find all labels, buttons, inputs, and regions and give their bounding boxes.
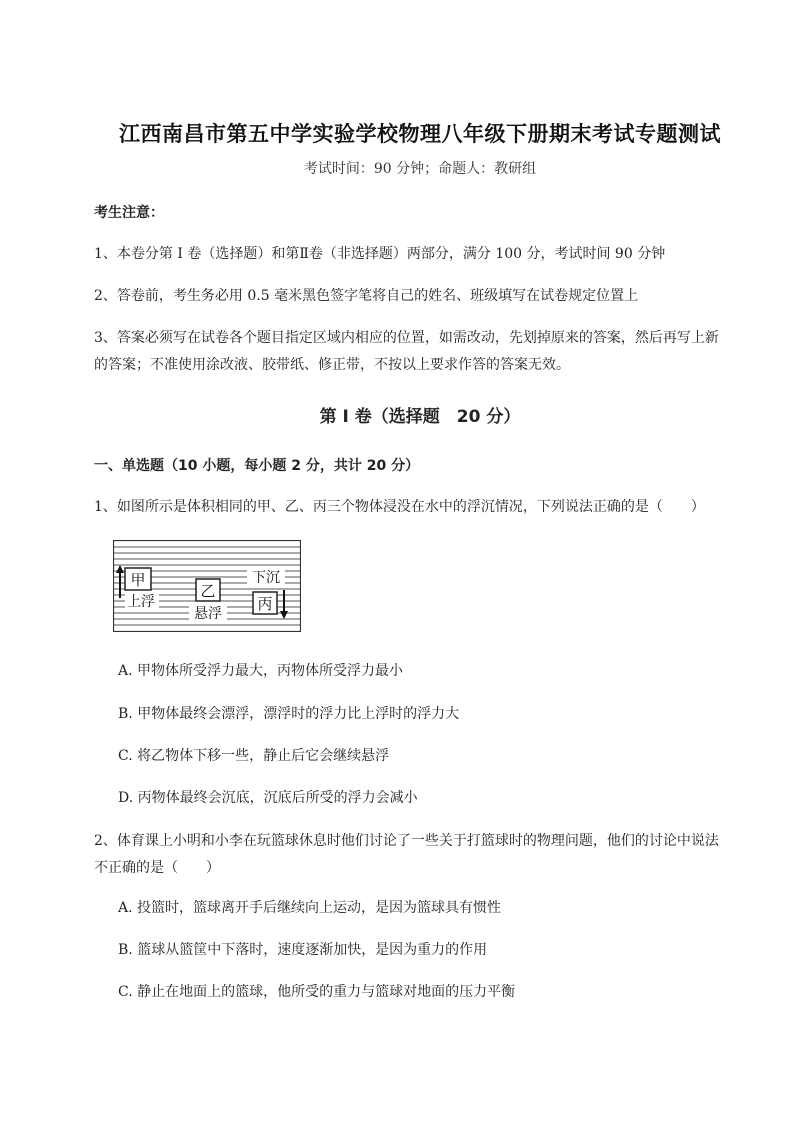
q1-option-c: C. 将乙物体下移一些，静止后它会继续悬浮: [118, 748, 390, 764]
q1-option-d: D. 丙物体最终会沉底，沉底后所受的浮力会减小: [118, 790, 418, 806]
notice-item-3: 3、答案必须写在试卷各个题目指定区域内相应的位置，如需改动，先划掉原来的答案，然后再写上新: [94, 330, 719, 346]
q1-option-a: A. 甲物体所受浮力最大，丙物体所受浮力最小: [118, 663, 404, 679]
notice-heading: 考生注意：: [94, 205, 164, 221]
notice-item-2: 2、答卷前，考生务必用 0.5 毫米黑色签字笔将自己的姓名、班级填写在试卷规定位置上: [94, 288, 639, 304]
label-down: 下沉: [252, 570, 280, 586]
label-yi: 乙: [200, 582, 216, 600]
label-bing: 丙: [257, 595, 273, 613]
notice-item-1: 1、本卷分第 I 卷（选择题）和第Ⅱ卷（非选择题）两部分，满分 100 分，考试时间 90 分钟: [94, 246, 666, 262]
question-1-stem: 1、如图所示是体积相同的甲、乙、丙三个物体浸没在水中的浮沉情况，下列说法正确的是（ ）: [94, 499, 705, 515]
q2-option-a: A. 投篮时，篮球离开手后继续向上运动，是因为篮球具有惯性: [118, 900, 502, 916]
notice-item-3-cont: 的答案；不准使用涂改液、胶带纸、修正带，不按以上要求作答的答案无效。: [94, 357, 570, 373]
label-suspend: 悬浮: [194, 606, 222, 622]
buoyancy-figure: [113, 540, 301, 632]
label-up: 上浮: [127, 594, 155, 610]
section-title: 第 I 卷（选择题 20 分）: [319, 407, 521, 427]
question-2-stem-line-1: 2、体育课上小明和小李在玩篮球休息时他们讨论了一些关于打篮球时的物理问题，他们的讨论中说法: [94, 833, 719, 849]
q2-option-b: B. 篮球从篮筐中下落时，速度逐渐加快，是因为重力的作用: [118, 942, 488, 958]
q1-option-b: B. 甲物体最终会漂浮，漂浮时的浮力比上浮时的浮力大: [118, 706, 460, 722]
exam-title: 江西南昌市第五中学实验学校物理八年级下册期末考试专题测试: [119, 122, 721, 146]
section-subheading: 一、单选题（10 小题，每小题 2 分，共计 20 分）: [94, 458, 420, 474]
exam-subtitle: 考试时间：90 分钟；命题人：教研组: [303, 161, 537, 177]
q2-option-c: C. 静止在地面上的篮球，他所受的重力与篮球对地面的压力平衡: [118, 984, 516, 1000]
label-jia: 甲: [130, 571, 146, 589]
question-2-stem-line-2: 不正确的是（ ）: [94, 860, 220, 876]
